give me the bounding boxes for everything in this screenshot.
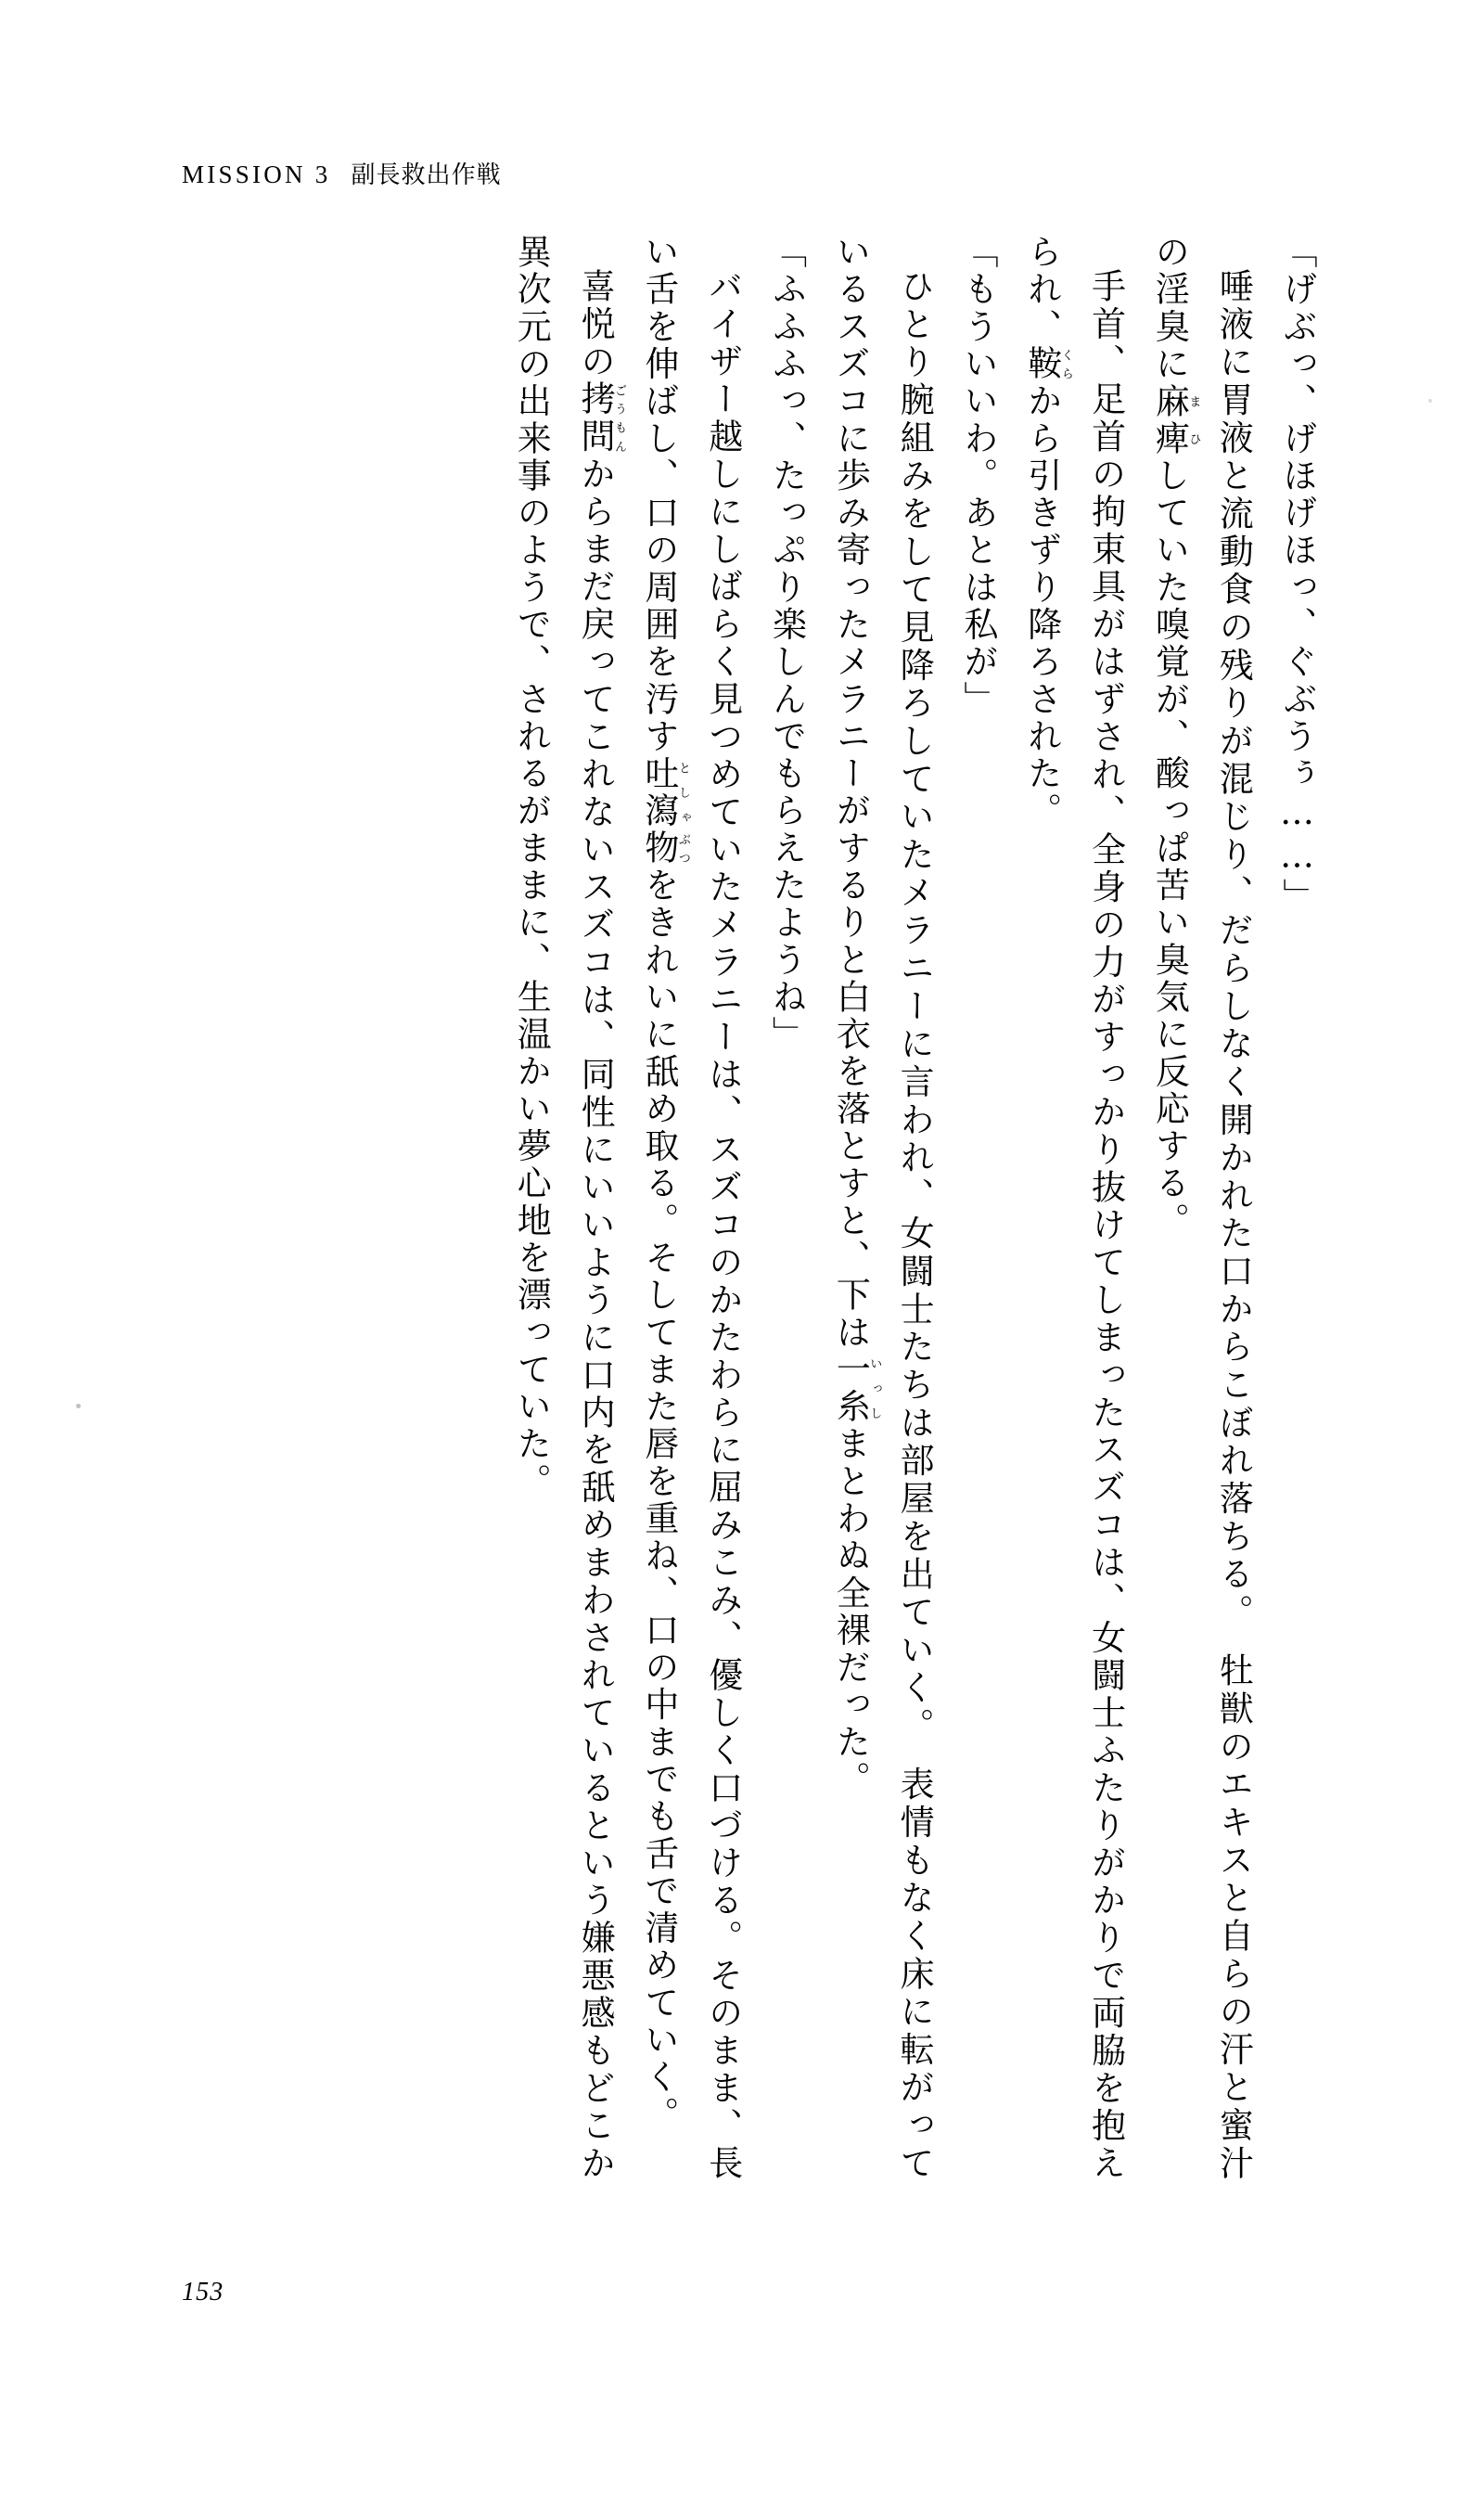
paragraph-8: 喜悦の拷問ごうもんからまだ戻ってこれないスズコは、同性にいいように口内を舐めまわされているという嫌悪感もどこか異次元の出来事のようで、されるがままに、生温かい夢心地を漂っていた。 (511, 234, 627, 2183)
running-head-mission-label: MISSION 3 (182, 161, 331, 188)
ruby-kura: 鞍くら (1021, 345, 1073, 383)
paragraph-4: 「もういいわ。あとは私が」 (957, 234, 998, 718)
ruby-goumon: 拷問ごうもん (575, 380, 627, 456)
paragraph-1: 「げぶっ、げほげほっ、ぐぶうぅ……」 (1277, 234, 1317, 916)
page-number: 153 (182, 2278, 224, 2306)
paragraph-7: バイザー越しにしばらく見つめていたメラニーは、スズコのかたわらに屈みこみ、優しく口づける。そのまま、長い舌を伸ばし、口の周囲を汚す吐瀉としゃ物ぶつをきれいに舐め取る。そしてまた唇を重ね、口の中までも舌で清めていく。 (638, 234, 743, 2182)
paragraph-5: ひとり腕組みをして見降ろしていたメラニーに言われ、女闘士たちは部屋を出ていく。 表情もなく床に転がっているスズコに歩み寄ったメラニーがするりと白衣を落とすと、下は一糸いっしまとわぬ全裸だった。 (830, 234, 935, 2182)
ruby-tosha: 吐瀉としゃ (638, 755, 690, 830)
scan-speck (1428, 399, 1432, 403)
paragraph-2: 唾液に胃液と流動食の残りが混じり、だらしなく開かれた口からこぼれ落ちる。 牡獣のエキスと自らの汗と蜜汁の淫臭に麻痺まひしていた嗅覚が、酸っぱ苦い臭気に反応する。 (1149, 234, 1254, 2182)
ruby-butsu: 物ぶつ (638, 829, 690, 867)
running-head (182, 156, 502, 190)
page-body-text (178, 234, 1328, 2182)
paragraph-6: 「ふふふっ、たっぷり楽しんでもらえたようね」 (766, 234, 807, 1054)
ruby-isshi: 一糸いっし (830, 1351, 882, 1426)
ruby-mahi: 麻痺まひ (1149, 382, 1201, 457)
paragraph-3: 手首、足首の拘束具がはずされ、全身の力がすっかり抜けてしまったスズコは、女闘士ふたりがかりで両脇を抱えられ、鞍くらから引きずり降ろされた。 (1021, 234, 1126, 2182)
running-head-chapter-title: 副長救出作戦 (351, 161, 502, 189)
scan-speck (76, 1404, 81, 1408)
